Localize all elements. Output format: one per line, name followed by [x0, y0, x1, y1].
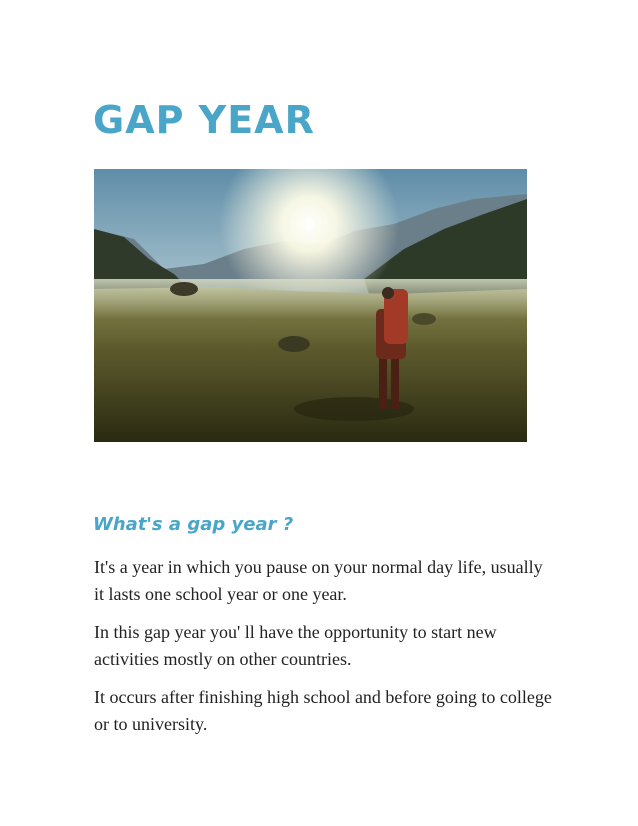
- paragraph-definition: It's a year in which you pause on your normal day life, usually it lasts one school year or one year.: [94, 557, 543, 604]
- section-heading: What's a gap year ?: [93, 514, 294, 535]
- hiker-landscape-photo: [94, 169, 527, 442]
- paragraph-timing: It occurs after finishing high school and before going to college or to university.: [94, 687, 552, 734]
- page-title: GAP YEAR: [93, 98, 315, 142]
- paragraph-opportunity: In this gap year you' ll have the opportunity to start new activities mostly on other countries.: [94, 622, 497, 669]
